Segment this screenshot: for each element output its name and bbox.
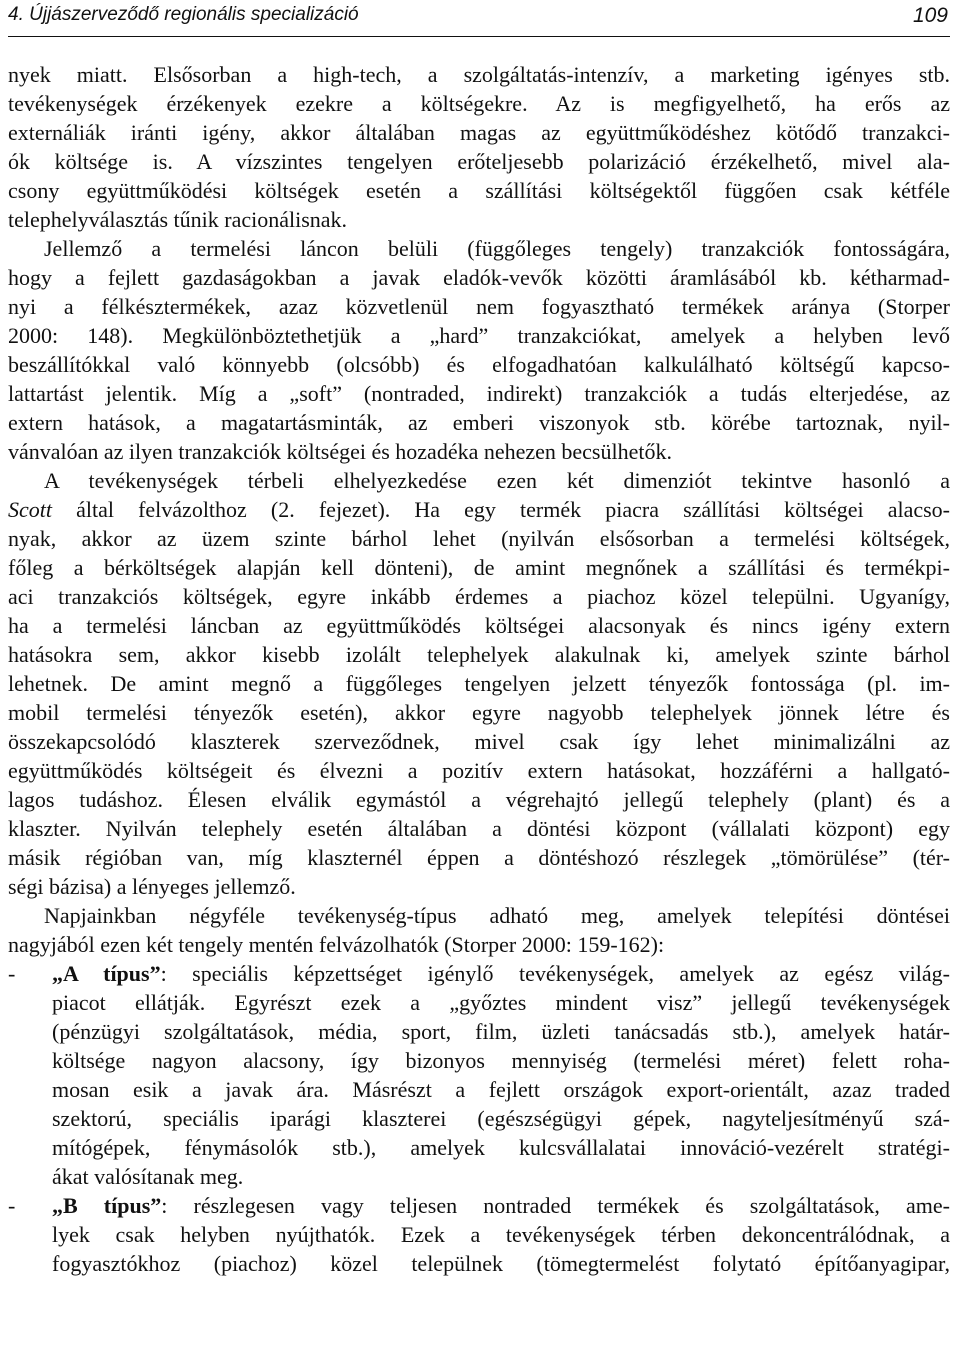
- text-line: hogy a fejlett gazdaságokban a javak eladók-vevők közötti áramlásából kb. kétharmad-: [8, 265, 950, 290]
- text-line: költsége nagyon alacsony, így bizonyos mennyiség (termelési méret) felett roha-: [52, 1048, 950, 1073]
- chapter-title: 4. Újjászerveződő regionális specializáció: [8, 4, 359, 25]
- list-dash: -: [8, 1193, 16, 1218]
- text-line: 2000: 148). Megkülönböztethetjük a „hard” tranzakciókat, amelyek a helyben levő: [8, 323, 950, 348]
- text-line: csony együttműködési költségek esetén a szállítási költségektől függően csak kétféle: [8, 178, 950, 203]
- text-line: tevékenységek érzékenyek ezekre a költségekre. Az is megfigyelhető, ha erős az: [8, 91, 950, 116]
- text-line-rest: által felvázolthoz (2. fejezet). Ha egy termék piacra szállítási költségei alacso-: [52, 497, 950, 522]
- text-line: szektorú, speciális iparági klaszterei (egészségügyi gépek, nagyteljesítményű szá-: [52, 1106, 950, 1131]
- list-item-b-type: [8, 1191, 950, 1278]
- text-line: ók költsége is. A vízszintes tengelyen erőteljesebb polarizáció érzékelhető, mivel ala-: [8, 149, 950, 174]
- list-dash: -: [8, 961, 16, 986]
- text-line: beszállítókkal való könnyebb (olcsóbb) és elfogadhatóan kalkulálható költségű kapcso-: [8, 352, 950, 377]
- author-name: Scott: [8, 497, 52, 522]
- text-line: mosan esik a javak ára. Másrészt a fejlett országok export-orientált, azaz traded: [52, 1077, 950, 1102]
- text-line: extern hatások, a magatartásminták, az emberi viszonyok stb. körébe tartoznak, nyil-: [8, 410, 950, 435]
- text-line: mítógépek, fénymásolók stb.), amelyek kulcsvállalatai innováció-vezérelt stratégi-: [52, 1135, 950, 1160]
- text-line: főleg a bérköltségek alapján kell dönteni), de amint megnőnek a szállítási és termékpi-: [8, 555, 950, 580]
- text-line: nyak, akkor az üzem szinte bárhol lehet (nyilván elsősorban a termelési költségek,: [8, 526, 950, 551]
- text-line: nyek miatt. Elsősorban a high-tech, a szolgáltatás-intenzív, a marketing igényes stb.: [8, 62, 950, 87]
- text-line: externáliák iránti igény, akkor általában magas az együttműködéshez kötődő tranzakci-: [8, 120, 950, 145]
- paragraph: [8, 60, 950, 234]
- text-line: [8, 959, 950, 988]
- text-line: Napjainkban négyféle tevékenység-típus adható meg, amelyek telepítési döntései: [44, 903, 950, 928]
- text-line: mobil termelési tényezők esetén), akkor egyre nagyobb telephelyek jönnek létre és: [8, 700, 950, 725]
- text-line: [8, 495, 950, 524]
- text-line: A tevékenységek térbeli elhelyezkedése ezen két dimenziót tekintve hasonló a: [44, 468, 950, 493]
- text-line: piacot ellátják. Egyrészt ezek a „győztes mindent visz” jellegű tevékenységek: [52, 990, 950, 1015]
- running-header: [8, 2, 950, 37]
- text-line: fogyasztókhoz (piachoz) közel települnek (tömegtermelést folytató építőanyagipar,: [52, 1251, 950, 1276]
- list-item-term: „B típus”: [52, 1193, 162, 1218]
- paragraph: [8, 901, 950, 959]
- text-line: (pénzügyi szolgáltatások, média, sport, film, üzleti tanácsadás stb.), amelyek határ-: [52, 1019, 950, 1044]
- text-line-rest: : részlegesen vagy teljesen nontraded termékek és szolgáltatások, ame-: [161, 1193, 950, 1218]
- text-line: lattartást jelentik. Míg a „soft” (nontraded, indirekt) tranzakciók a tudás elterjedése, az: [8, 381, 950, 406]
- text-line: nagyjából ezen két tengely mentén felvázolhatók (Storper 2000: 159-162):: [8, 932, 665, 957]
- text-line: ha a termelési láncban az együttműködés költségei alacsonyak és nincs igény extern: [8, 613, 950, 638]
- body-text: [8, 60, 950, 1278]
- list-item-a-type: [8, 959, 950, 1191]
- text-line: vánvalóan az ilyen tranzakciók költségei és hozadéka nehezen becsülhetők.: [8, 439, 672, 464]
- text-line: hatásokra sem, akkor kisebb izolált telephelyek alakulnak ki, amelyek szinte bárhol: [8, 642, 950, 667]
- text-line: összekapcsolódó klaszterek szerveződnek, mivel csak így lehet minimalizálni az: [8, 729, 950, 754]
- text-line: együttműködés költségeit és élvezni a pozitív extern hatásokat, hozzáférni a hallgató-: [8, 758, 950, 783]
- text-line: aci tranzakciós költségek, egyre inkább érdemes a piachoz közel települni. Ugyanígy,: [8, 584, 950, 609]
- text-line: ségi bázisa) a lényeges jellemző.: [8, 874, 296, 899]
- paragraph: [8, 466, 950, 901]
- text-line: lagos tudáshoz. Élesen elválik egymástól a végrehajtó jellegű telephely (plant) és a: [8, 787, 950, 812]
- list-item-term: „A típus”: [52, 961, 161, 986]
- text-line: lyek csak helyben nyújthatók. Ezek a tevékenységek térben dekoncentrálódnak, a: [52, 1222, 950, 1247]
- text-line: nyi a félkésztermékek, azaz közvetlenül nem fogyasztható termékek aránya (Storper: [8, 294, 950, 319]
- text-line: lehetnek. De amint megnő a függőleges tengelyen jelzett tényezők fontossága (pl. im-: [8, 671, 950, 696]
- text-line: [8, 1191, 950, 1220]
- paragraph: [8, 234, 950, 466]
- text-line-rest: : speciális képzettséget igénylő tevékenységek, amelyek az egész világ-: [160, 961, 950, 986]
- text-line: ákat valósítanak meg.: [52, 1164, 244, 1189]
- text-line: klaszter. Nyilván telephely esetén általában a döntési központ (vállalati központ) egy: [8, 816, 950, 841]
- text-line: telephelyválasztás tűnik racionálisnak.: [8, 207, 348, 232]
- text-line: másik régióban van, míg klaszternél éppen a döntéshozó részlegek „tömörülése” (tér-: [8, 845, 950, 870]
- page-number: 109: [912, 4, 948, 27]
- text-line: Jellemző a termelési láncon belüli (függőleges tengely) tranzakciók fontosságára,: [44, 236, 950, 261]
